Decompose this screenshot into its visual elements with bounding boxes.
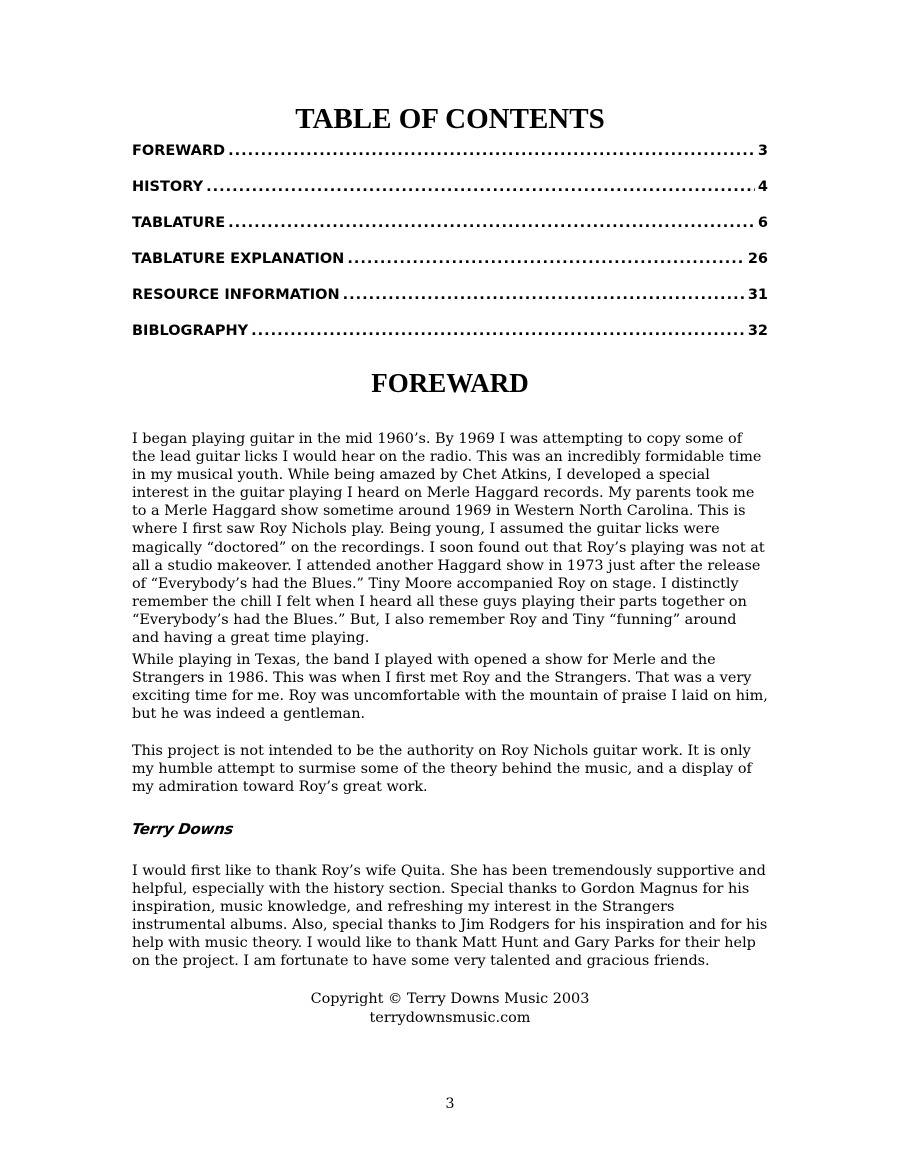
toc-entry-resource-information[interactable] (132, 287, 768, 323)
foreward-paragraph: I began playing guitar in the mid 1960’s. By 1969 I was attempting to copy some of the lead guitar licks I would hear on the radio. This was an incredibly formidable time in my musical youth. While being amazed by Chet Atkins, I developed a special interest in the guitar playing I heard on Merle Haggard records. My parents took me to a Merle Haggard show sometime around 1969 in Western North Carolina. This is where I first saw Roy Nichols play. Being young, I assumed the guitar licks were magically “doctored” on the recordings. I soon found out that Roy’s playing was not at all a studio makeover. I attended another Haggard show in 1973 just after the release of “Everybody’s had the Blues.” Tiny Moore accompanied Roy on stage. I distinctly remember the chill I felt when I heard all these guys playing their parts together on “Everybody’s had the Blues.” But, I also remember Roy and Tiny “funning” around and having a great time playing. (132, 431, 765, 647)
toc-entry-page: 26 (747, 251, 768, 267)
author-signature: Terry Downs (130, 820, 235, 838)
toc-entry-page: 4 (757, 179, 768, 195)
toc-leader-dots (347, 251, 745, 267)
copyright-block (132, 990, 768, 1027)
toc-leader-dots (251, 323, 745, 339)
website-link[interactable]: terrydownsmusic.com (369, 1009, 531, 1026)
toc-entry-tablature-explanation[interactable] (132, 251, 768, 287)
toc-entry-tablature[interactable] (132, 215, 768, 251)
toc-leader-dots (206, 179, 755, 195)
toc-title: TABLE OF CONTENTS (295, 103, 605, 135)
acknowledgements-paragraph: I would first like to thank Roy’s wife Quita. She has been tremendously supportive and helpful, especially with the history section. Special thanks to Gordon Magnus for his inspiration, music knowledge, and refreshing my interest in the Strangers instrumental albums. Also, special thanks to Jim Rodgers for his inspiration and for his help with music theory. I would like to thank Matt Hunt and Gary Parks for their help on the project. I am fortunate to have some very talented and gracious friends. (132, 863, 768, 970)
toc-entry-label: HISTORY (132, 179, 204, 195)
toc-leader-dots (228, 143, 755, 159)
toc-entry-biblography[interactable] (132, 323, 768, 359)
toc-entry-label: TABLATURE (132, 215, 226, 231)
foreward-heading: FOREWARD (371, 368, 529, 398)
toc-entry-page: 31 (747, 287, 768, 303)
toc-list (132, 143, 768, 359)
toc-entry-page: 32 (747, 323, 768, 339)
foreward-paragraph: While playing in Texas, the band I played with opened a show for Merle and the Strangers in 1986. This was when I first met Roy and the Strangers. That was a very exciting time for me. Roy was uncomfortable with the mountain of praise I laid on him, but he was indeed a gentleman. (132, 652, 768, 723)
toc-entry-label: FOREWARD (132, 143, 226, 159)
toc-entry-page: 3 (757, 143, 768, 159)
toc-entry-label: TABLATURE EXPLANATION (132, 251, 345, 267)
toc-leader-dots (228, 215, 755, 231)
toc-leader-dots (343, 287, 745, 303)
toc-entry-foreward[interactable] (132, 143, 768, 179)
toc-entry-history[interactable] (132, 179, 768, 215)
copyright-notice: Copyright © Terry Downs Music 2003 (310, 991, 590, 1007)
foreward-paragraph: This project is not intended to be the authority on Roy Nichols guitar work. It is only my humble attempt to surmise some of the theory behind the music, and a display of my admiration toward Roy’s great work. (132, 743, 752, 796)
toc-entry-label: RESOURCE INFORMATION (132, 287, 340, 303)
page-number: 3 (445, 1096, 455, 1112)
toc-entry-label: BIBLOGRAPHY (132, 323, 249, 339)
toc-entry-page: 6 (757, 215, 768, 231)
